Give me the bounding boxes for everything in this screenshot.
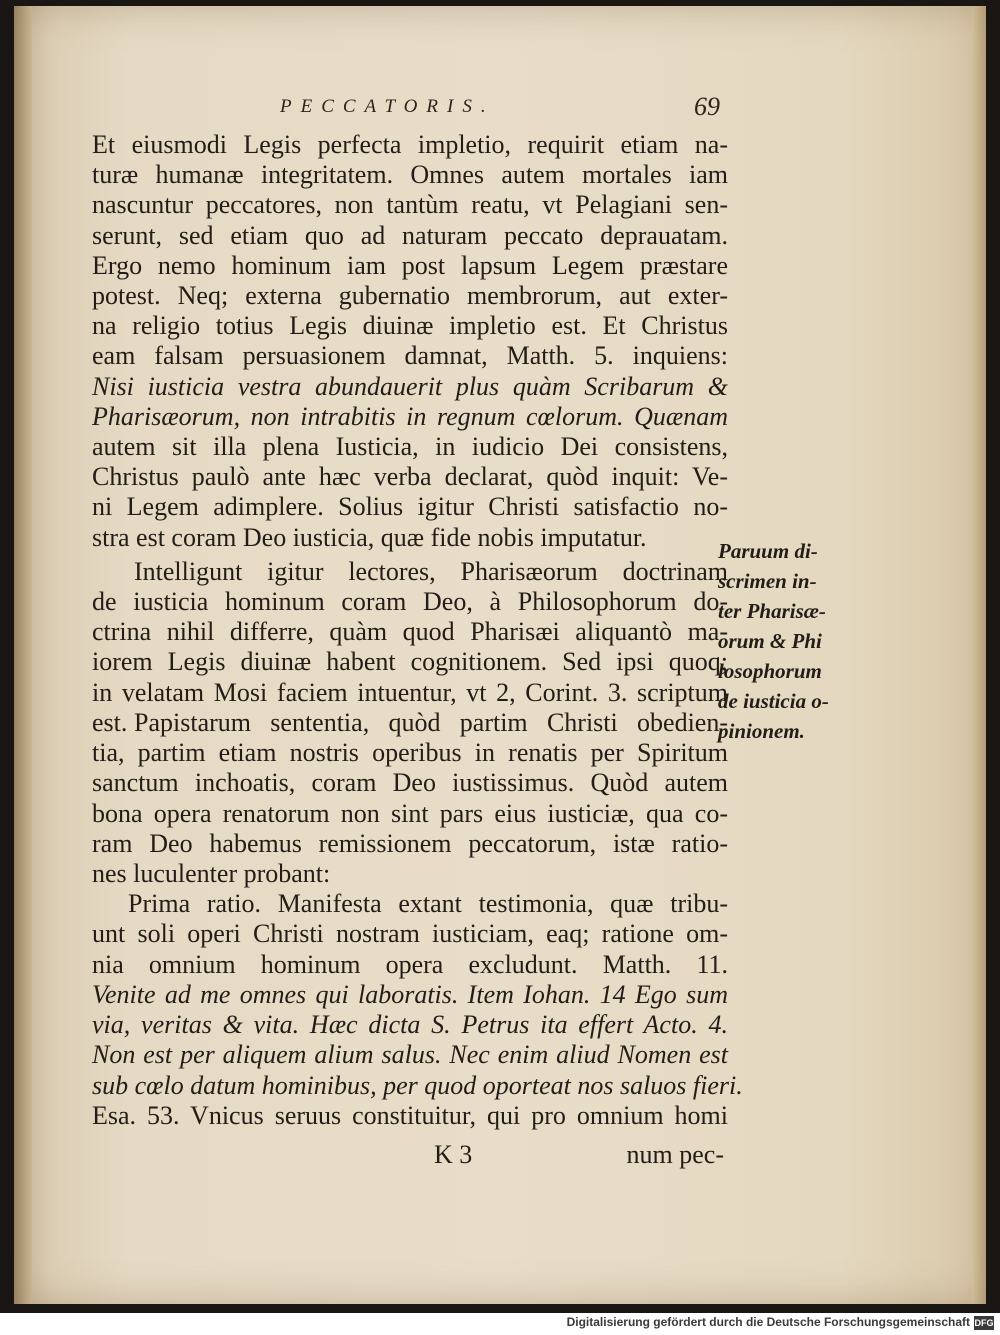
scripture-quote-line: Venite ad me omnes qui laboratis. Item Iohan. 14 Ego sum: [92, 979, 728, 1009]
page-footer-line: [434, 1140, 724, 1170]
marginal-note-line: losophorum: [718, 659, 822, 683]
text-line: bona opera renatorum non sint pars eius iusticiæ, qua co-: [92, 798, 728, 828]
text-line: ni Legem adimplere. Solius igitur Christi satisfactio no-: [92, 492, 728, 522]
paragraph-start-line: Intelligunt igitur lectores, Pharisæorum doctrinam: [134, 556, 728, 586]
text-line: nascuntur peccatores, non tantùm reatu, vt Pelagiani sen-: [92, 190, 728, 220]
text-line: potest. Neq; externa gubernatio membrorum, aut exter-: [92, 281, 728, 311]
scripture-quote-line: Non est per aliquem alium salus. Nec enim aliud Nomen est: [92, 1040, 728, 1070]
scripture-quote-line: sub cœlo datum hominibus, per quod oporteat nos saluos fieri.: [92, 1070, 743, 1100]
text-line: tia, partim etiam nostris operibus in renatis per Spiritum: [92, 738, 728, 768]
main-text-block: [92, 130, 743, 1131]
text-line: nes luculenter probant:: [92, 859, 331, 889]
page-number: 69: [694, 92, 720, 121]
text-line: turæ humanæ integritatem. Omnes autem mortales iam: [92, 160, 728, 190]
marginal-note-line: ter Pharisæ-: [718, 599, 826, 623]
text-line: Ergo nemo hominum iam post lapsum Legem præstare: [92, 250, 728, 280]
text-line: ram Deo habemus remissionem peccatorum, istæ ratio-: [92, 828, 728, 858]
text-line: stra est coram Deo iusticia, quæ fide nobis imputatur.: [92, 522, 647, 552]
text-line: est.: [92, 707, 128, 737]
page-edge-shadow: [972, 6, 986, 1304]
marginal-note-line: orum & Phi: [718, 629, 822, 653]
text-line: nia omnium hominum opera excludunt. Matth. 11.: [92, 949, 728, 979]
funding-credit: Digitalisierung gefördert durch die Deutsche Forschungsgemeinschaft: [566, 1315, 970, 1329]
marginal-note-line: scrimen in-: [718, 569, 817, 593]
marginal-note-line: Paruum di-: [718, 539, 818, 563]
paragraph-start-line: Papistarum sententia, quòd partim Christi obedien-: [134, 708, 728, 738]
text-line: in velatam Mosi faciem intuentur, vt 2, Corint. 3. scriptum: [92, 677, 728, 707]
signature-mark: K 3: [434, 1140, 473, 1169]
page-gutter-shadow: [14, 6, 32, 1304]
text-line: Et eiusmodi Legis perfecta impletio, requirit etiam na-: [92, 130, 728, 159]
text-line: iorem Legis diuinæ habent cognitionem. Sed ipsi quoq;: [92, 647, 728, 677]
text-line: Esa. 53. Vnicus seruus constituitur, qui pro omnium homi: [92, 1100, 728, 1130]
paragraph-start-line: Prima ratio. Manifesta extant testimonia, quæ tribu-: [128, 889, 728, 919]
marginal-note-line: de iusticia o-: [718, 689, 829, 713]
text-line: autem sit illa plena Iusticia, in iudicio Dei consistens,: [92, 432, 728, 462]
dfg-logo-icon: DFG: [974, 1318, 994, 1328]
running-head: PECCATORIS.: [280, 96, 495, 117]
marginal-note-line: pinionem.: [718, 719, 805, 743]
scripture-quote-line: via, veritas & vita. Hæc dicta S. Petrus ita effert Acto. 4.: [92, 1010, 728, 1040]
catchword: num pec-: [626, 1140, 724, 1169]
text-line: unt soli operi Christi nostram iusticiam, eaq; ratione om-: [92, 919, 728, 949]
scripture-quote-line: Nisi iusticia vestra abundauerit plus quàm Scribarum &: [92, 371, 728, 401]
text-line: sanctum inchoatis, coram Deo iustissimus. Quòd autem: [92, 768, 728, 798]
text-line: serunt, sed etiam quo ad naturam peccato deprauatam.: [92, 220, 728, 250]
text-line: ctrina nihil differre, quàm quod Pharisæi aliquantò ma-: [92, 617, 728, 647]
marginal-note: [718, 536, 850, 746]
scripture-quote-line: Pharisæorum, non intrabitis in regnum cœlorum. Quænam: [92, 401, 728, 431]
text-line: eam falsam persuasionem damnat, Matth. 5. inquiens:: [92, 341, 728, 371]
text-line: Christus paulò ante hæc verba declarat, quòd inquit: Ve-: [92, 462, 728, 492]
text-line: de iusticia hominum coram Deo, à Philosophorum do-: [92, 587, 728, 617]
digitization-footer: [0, 1313, 1000, 1335]
text-line: na religio totius Legis diuinæ impletio est. Et Christus: [92, 311, 728, 341]
